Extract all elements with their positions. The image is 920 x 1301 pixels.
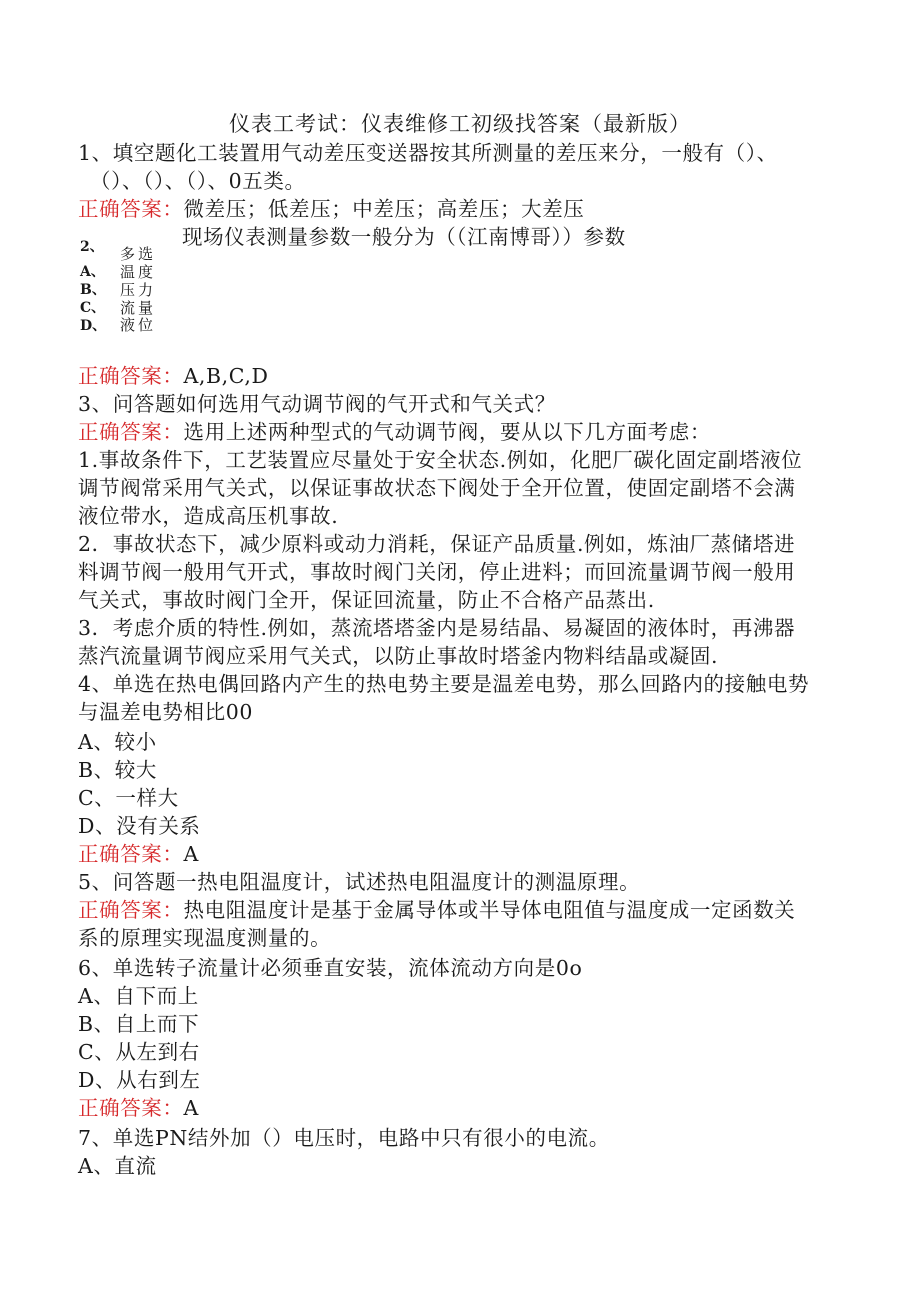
q2-option-c: 流量 — [120, 299, 157, 317]
q3-paragraph-2-line: 料调节阀一般用气开式，事故时阀门关闭，停止进料；而回流量调节阀一般用 — [78, 560, 796, 584]
q2-vertical-letter-a: A、 — [80, 264, 105, 280]
q1-answer — [78, 195, 584, 223]
q4-option-c: C、一样大 — [78, 786, 179, 810]
q5-answer-text: 热电阻温度计是基于金属导体或半导体电阻值与温度成一定函数关 — [183, 898, 796, 922]
q3-paragraph-1-line: 调节阀常采用气关式，以保证事故状态下阀处于全开位置，使固定副塔不会满 — [78, 476, 796, 500]
q3-answer-text: 选用上述两种型式的气动调节阀，要从以下几方面考虑： — [183, 420, 711, 444]
q5-answer-continued: 系的原理实现温度测量的。 — [78, 926, 332, 950]
q3-paragraph-3-line: 3．考虑介质的特性.例如，蒸流塔塔釜内是易结晶、易凝固的液体时，再沸器 — [78, 616, 796, 640]
q1-stem-line1: 1、填空题化工装置用气动差压变送器按其所测量的差压来分，一般有（）、 — [78, 141, 778, 165]
q2-vertical-number: 2、 — [80, 239, 104, 255]
answer-label: 正确答案： — [78, 1096, 184, 1120]
q6-stem: 6、单选转子流量计必须垂直安装，流体流动方向是0o — [78, 956, 583, 980]
q7-stem: 7、单选PN结外加（）电压时，电路中只有很小的电流。 — [78, 1126, 610, 1150]
q3-paragraph-1-line: 液位带水，造成高压机事故. — [78, 504, 339, 528]
q2-answer-text: A,B,C,D — [183, 364, 269, 388]
answer-label: 正确答案： — [78, 420, 184, 444]
q2-vertical-letter-c: C、 — [80, 300, 106, 316]
q4-option-a: A、较小 — [78, 730, 157, 754]
q2-vertical-letter-d: D、 — [80, 318, 107, 334]
q4-answer — [78, 840, 199, 868]
q1-answer-text: 微差压；低差压；中差压；高差压；大差压 — [183, 197, 585, 221]
q4-answer-text: A — [183, 842, 199, 866]
q2-answer — [78, 362, 269, 390]
q7-option-a: A、直流 — [78, 1154, 157, 1178]
q6-option-a: A、自下而上 — [78, 984, 199, 1008]
q3-answer — [78, 418, 711, 446]
q3-paragraph-2-line: 2．事故状态下，减少原料或动力消耗，保证产品质量.例如，炼油厂蒸储塔进 — [78, 532, 796, 556]
q6-option-c: C、从左到右 — [78, 1040, 200, 1064]
q2-vertical-letter-b: B、 — [80, 282, 106, 298]
q4-stem-line2: 与温差电势相比00 — [78, 700, 253, 724]
q5-answer — [78, 896, 795, 924]
q3-paragraph-3-line: 蒸汽流量调节阀应采用气关式，以防止事故时塔釜内物料结晶或凝固. — [78, 644, 719, 668]
q3-paragraph-2-line: 气关式，事故时阀门全开，保证回流量，防止不合格产品蒸出. — [78, 588, 655, 612]
q6-answer-text: A — [183, 1096, 199, 1120]
q2-option-a: 温度 — [120, 263, 157, 281]
q6-option-b: B、自上而下 — [78, 1012, 200, 1036]
q5-stem: 5、问答题一热电阻温度计，试述热电阻温度计的测温原理。 — [78, 870, 641, 894]
q1-stem-line2: （）、（）、（）、0五类。 — [90, 169, 306, 193]
q4-option-b: B、较大 — [78, 758, 157, 782]
answer-label: 正确答案： — [78, 364, 184, 388]
q2-type: 多选 — [120, 245, 157, 263]
q2-stem: 现场仪表测量参数一般分为（（江南博哥））参数 — [182, 225, 626, 249]
q6-answer — [78, 1094, 199, 1122]
q3-paragraph-1-line: 1.事故条件下，工艺装置应尽量处于安全状态.例如，化肥厂碳化固定副塔液位 — [78, 448, 803, 472]
answer-label: 正确答案： — [78, 842, 184, 866]
q2-option-b: 压力 — [120, 281, 157, 299]
q4-stem-line1: 4、单选在热电偶回路内产生的热电势主要是温差电势，那么回路内的接触电势 — [78, 672, 810, 696]
q4-option-d: D、没有关系 — [78, 814, 201, 838]
q6-option-d: D、从右到左 — [78, 1068, 201, 1092]
q3-stem: 3、问答题如何选用气动调节阀的气开式和气关式？ — [78, 392, 556, 416]
answer-label: 正确答案： — [78, 898, 184, 922]
q2-option-d: 液位 — [120, 316, 157, 334]
answer-label: 正确答案： — [78, 197, 184, 221]
document-title: 仪表工考试：仪表维修工初级找答案（最新版） — [229, 112, 691, 136]
